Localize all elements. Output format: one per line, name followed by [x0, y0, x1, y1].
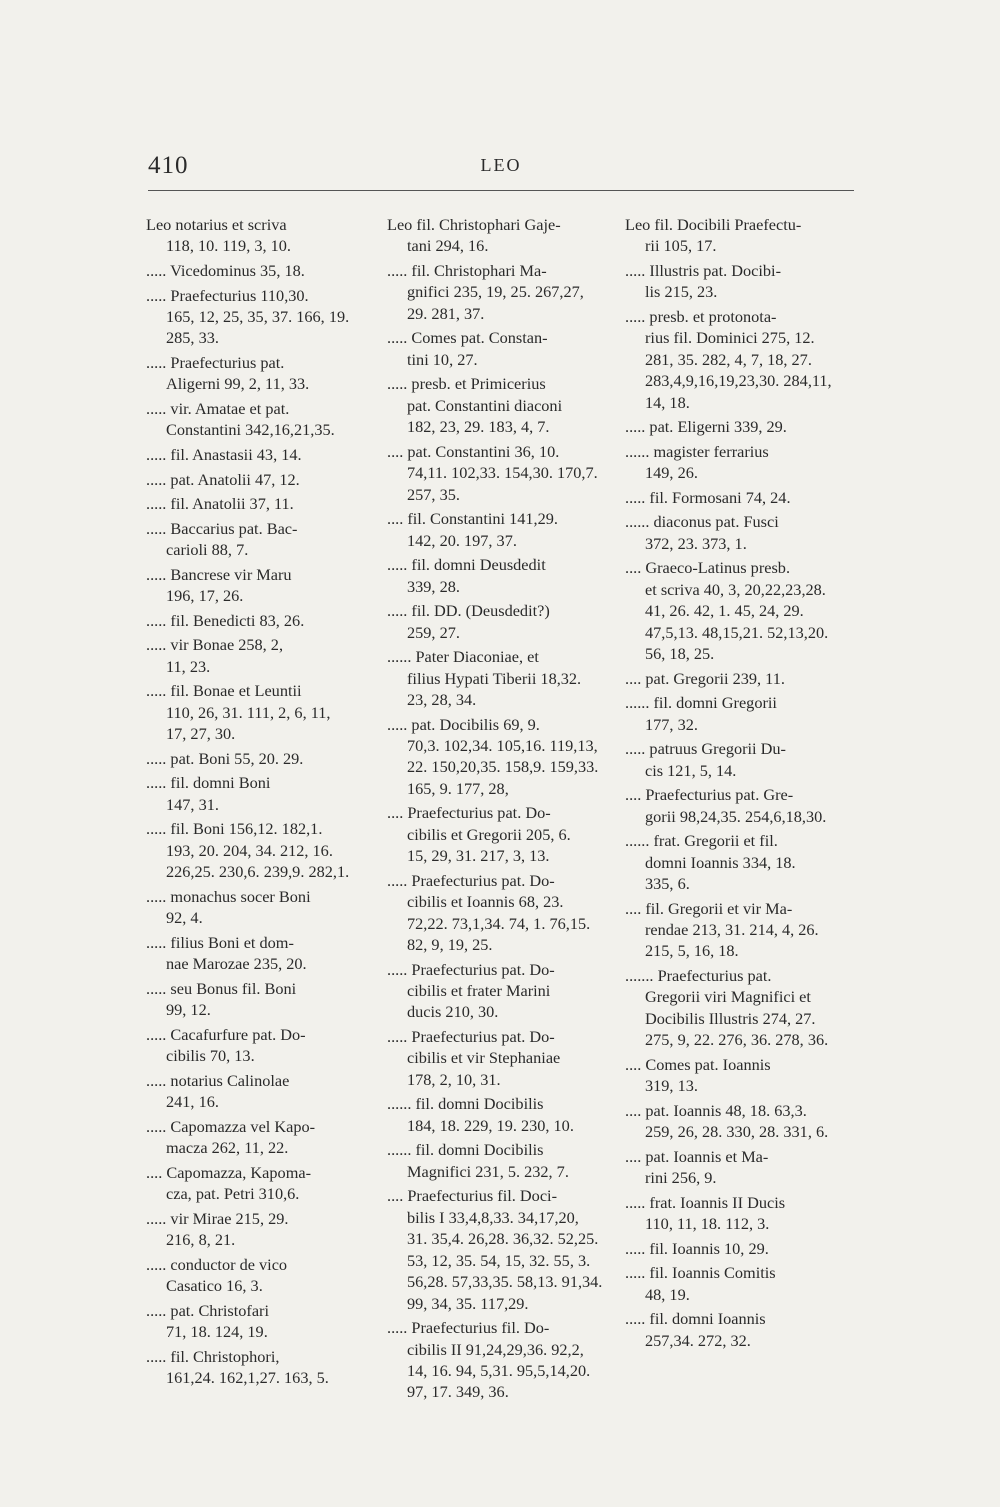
index-entry: ..... fil. DD. (Deusdedit?) 259, 27. [387, 601, 550, 642]
page-header [148, 150, 854, 190]
index-entry: ..... presb. et protonota- rius fil. Dominici 275, 12. 281, 35. 282, 4, 7, 18, 27. 283,4,9,16,19,23,30. 284,11, 14, 18. [625, 307, 832, 412]
index-entry: ..... pat. Eligerni 339, 29. [625, 417, 787, 437]
index-entry: ..... vir. Amatae et pat. Constantini 342,16,21,35. [146, 399, 335, 440]
index-entry: ...... Pater Diaconiae, et filius Hypati Tiberii 18,32. 23, 28, 34. [387, 647, 582, 710]
index-entry: ..... Praefecturius 110,30. 165, 12, 25, 35, 37. 166, 19. 285, 33. [146, 285, 350, 348]
index-entry: .... Capomazza, Kapoma- cza, pat. Petri 310,6. [146, 1162, 312, 1204]
index-entry: ..... fil. Bonae et Leuntii 110, 26, 31. 111, 2, 6, 11, 17, 27, 30. [146, 681, 331, 744]
index-column-3 [625, 214, 857, 1354]
index-entry: ..... monachus socer Boni 92, 4. [146, 886, 311, 928]
index-entry: .... pat. Ioannis 48, 18. 63,3. 259, 26, 28. 330, 28. 331, 6. [625, 1100, 829, 1142]
index-entry: ..... fil. Anatolii 37, 11. [146, 494, 294, 514]
index-column-2 [387, 214, 619, 1406]
index-entry: ..... notarius Calinolae 241, 16. [146, 1070, 290, 1112]
index-entry: ..... seu Bonus fil. Boni 99, 12. [146, 978, 297, 1020]
index-entry: ..... fil. Ioannis 10, 29. [625, 1238, 769, 1258]
index-entry: ..... fil. Benedicti 83, 26. [146, 610, 305, 630]
index-entry: ..... pat. Anatolii 47, 12. [146, 469, 300, 489]
index-entry: ..... pat. Christofari 71, 18. 124, 19. [146, 1300, 269, 1342]
index-entry: ..... Praefecturius pat. Do- cibilis et vir Stephaniae 178, 2, 10, 31. [387, 1027, 561, 1089]
index-entry: ..... pat. Docibilis 69, 9. 70,3. 102,34. 105,16. 119,13, 22. 150,20,35. 158,9. 159,33. 165, 9. 177, 28, [387, 714, 599, 798]
index-entry: ...... fil. domni Gregorii 177, 32. [625, 693, 777, 734]
index-entry: Leo notarius et scriva 118, 10. 119, 3, 10. [146, 215, 291, 256]
index-entry: ..... Praefecturius pat. Do- cibilis et frater Marini ducis 210, 30. [387, 959, 555, 1022]
index-entry: ...... fil. domni Docibilis 184, 18. 229, 19. 230, 10. [387, 1094, 574, 1135]
index-entry: ..... Illustris pat. Docibi- lis 215, 23. [625, 261, 782, 302]
index-entry: ..... fil. Anastasii 43, 14. [146, 445, 302, 464]
index-entry: ..... Praefecturius fil. Do- cibilis II 91,24,29,36. 92,2, 14, 16. 94, 5,31. 95,5,14,20. 97, 17. 349, 36. [387, 1318, 591, 1402]
index-entry: .... pat. Constantini 36, 10. 74,11. 102,33. 154,30. 170,7. 257, 35. [387, 441, 598, 504]
index-entry: ..... frat. Ioannis II Ducis 110, 11, 18. 112, 3. [625, 1192, 786, 1234]
index-entry: ..... vir Mirae 215, 29. 216, 8, 21. [146, 1208, 289, 1250]
index-entry: ..... conductor de vico Casatico 16, 3. [146, 1254, 288, 1296]
index-entry: ..... fil. Christophori, 161,24. 162,1,27. 163, 5. [146, 1346, 329, 1388]
index-entry: ..... fil. Formosani 74, 24. [625, 487, 791, 507]
index-entry: ...... frat. Gregorii et fil. domni Ioannis 334, 18. 335, 6. [625, 831, 796, 894]
index-entry: ..... Baccarius pat. Bac- carioli 88, 7. [146, 518, 298, 560]
index-entry: ..... Bancrese vir Maru 196, 17, 26. [146, 564, 292, 606]
index-entry: ..... fil. domni Deusdedit 339, 28. [387, 555, 546, 596]
index-entry: ..... Cacafurfure pat. Do- cibilis 70, 13. [146, 1024, 306, 1066]
page-number: 410 [148, 152, 189, 179]
index-entry: .... Comes pat. Ioannis 319, 13. [625, 1054, 771, 1096]
index-entry: .... pat. Ioannis et Ma- rini 256, 9. [625, 1146, 769, 1188]
index-entry: ..... fil. domni Ioannis 257,34. 272, 32. [625, 1309, 766, 1350]
index-entry: .... pat. Gregorii 239, 11. [625, 668, 785, 688]
index-entry: ..... presb. et Primicerius pat. Constantini diaconi 182, 23, 29. 183, 4, 7. [387, 374, 563, 437]
index-entry: .... Praefecturius fil. Doci- bilis I 33,4,8,33. 34,17,20, 31. 35,4. 26,28. 36,32. 52,25. 53, 12, 35. 54, 15, 32. 55, 3. 56,28. 57,33,35. 58,13. 91,34. 99, 34, 35. 117,29. [387, 1186, 603, 1313]
index-entry: ..... Vicedominus 35, 18. [146, 261, 305, 280]
index-entry: ..... Comes pat. Constan- tini 10, 27. [387, 328, 548, 369]
index-entry: .... fil. Gregorii et vir Ma- rendae 213, 31. 214, 4, 26. 215, 5, 16, 18. [625, 898, 819, 961]
index-entry: ....... Praefecturius pat. Gregorii viri Magnifici et Docibilis Illustris 274, 27. 275, 9, 22. 276, 36. 278, 36. [625, 966, 829, 1050]
header-rule [148, 190, 854, 191]
index-entry: .... fil. Constantini 141,29. 142, 20. 197, 37. [387, 509, 558, 550]
index-entry: ..... patruus Gregorii Du- cis 121, 5, 14. [625, 739, 786, 780]
index-entry: ..... filius Boni et dom- nae Marozae 235, 20. [146, 932, 307, 974]
index-entry: ...... fil. domni Docibilis Magnifici 231, 5. 232, 7. [387, 1140, 569, 1181]
index-entry: Leo fil. Christophari Gaje- tani 294, 16. [387, 215, 561, 256]
index-entry: ..... fil. domni Boni 147, 31. [146, 773, 271, 814]
index-entry: .... Praefecturius pat. Do- cibilis et Gregorii 205, 6. 15, 29, 31. 217, 3, 13. [387, 803, 571, 866]
index-entry: ...... diaconus pat. Fusci 372, 23. 373, 1. [625, 512, 779, 553]
running-head: LEO [480, 155, 522, 175]
index-entry: ..... Praefecturius pat. Aligerni 99, 2, 11, 33. [146, 353, 310, 394]
index-entry: ..... vir Bonae 258, 2, 11, 23. [146, 635, 284, 676]
index-entry: .... Graeco-Latinus presb. et scriva 40, 3, 20,22,23,28. 41, 26. 42, 1. 45, 24, 29. 47,5,13. 48,15,21. 52,13,20. 56, 18, 25. [625, 558, 829, 664]
index-entry: ..... fil. Ioannis Comitis 48, 19. [625, 1263, 776, 1304]
index-entry: ..... Capomazza vel Kapo- macza 262, 11, 22. [146, 1116, 316, 1158]
index-entry: ...... magister ferrarius 149, 26. [625, 441, 769, 483]
index-column-1 [146, 214, 378, 1392]
index-entry: .... Praefecturius pat. Gre- gorii 98,24,35. 254,6,18,30. [625, 785, 827, 826]
index-entry: ..... fil. Boni 156,12. 182,1. 193, 20. 204, 34. 212, 16. 226,25. 230,6. 239,9. 282,1. [146, 819, 350, 882]
index-entry: ..... pat. Boni 55, 20. 29. [146, 748, 304, 768]
index-entry: ..... fil. Christophari Ma- gnifici 235, 19, 25. 267,27, 29. 281, 37. [387, 261, 584, 323]
index-entry: ..... Praefecturius pat. Do- cibilis et Ioannis 68, 23. 72,22. 73,1,34. 74, 1. 76,15. 82, 9, 19, 25. [387, 870, 591, 955]
index-entry: Leo fil. Docibili Praefectu- rii 105, 17. [625, 215, 802, 256]
